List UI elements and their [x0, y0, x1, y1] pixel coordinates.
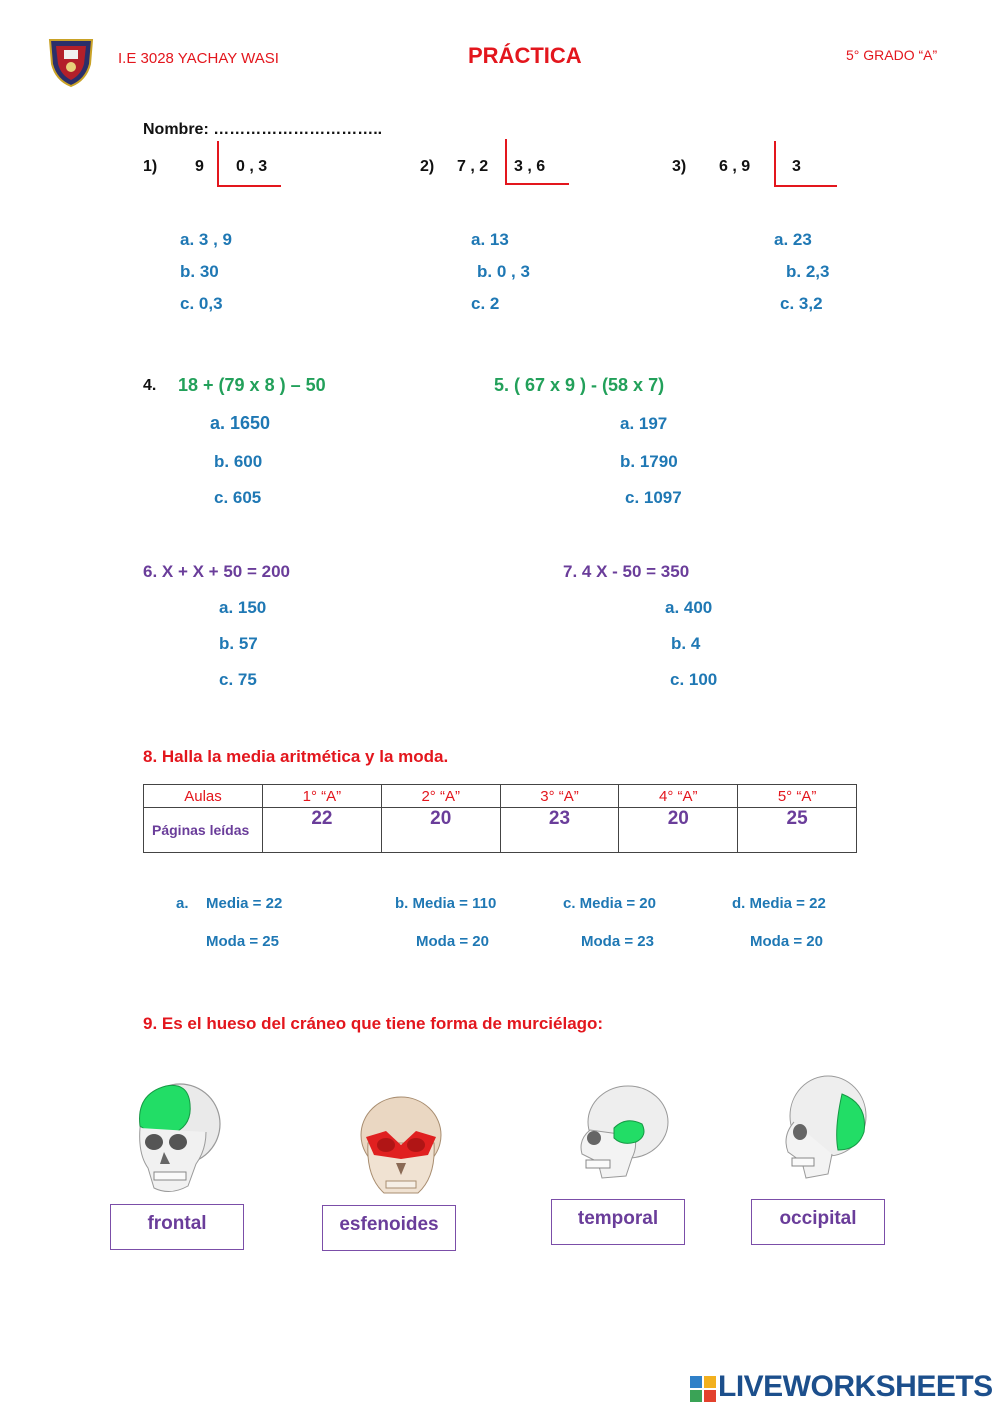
table-cell: 22	[263, 808, 382, 853]
answer-frontal-button[interactable]: frontal	[110, 1204, 244, 1250]
table-header-cell: 3° “A”	[500, 785, 619, 808]
skull-temporal-image	[568, 1080, 672, 1184]
q8-option-a-letter: a.	[176, 895, 189, 912]
table-row-label: Páginas leídas	[144, 808, 263, 853]
division-2-dividend: 7 , 2	[457, 158, 489, 175]
division-1-option-b[interactable]: b. 30	[180, 262, 219, 281]
q5-expression: 5. ( 67 x 9 ) - (58 x 7)	[494, 375, 665, 395]
skull-frontal-image	[126, 1080, 222, 1198]
q5-option-a[interactable]: a. 197	[620, 414, 668, 433]
q6-option-c[interactable]: c. 75	[219, 670, 257, 689]
table-header-cell: Aulas	[144, 785, 263, 808]
q4-option-c[interactable]: c. 605	[214, 488, 262, 507]
division-3-divisor: 3	[792, 158, 801, 175]
q8-option-c-media[interactable]: c. Media = 20	[563, 895, 656, 912]
division-3-bracket	[774, 141, 837, 187]
table-header-cell: 5° “A”	[738, 785, 857, 808]
q5-option-c[interactable]: c. 1097	[625, 488, 682, 507]
division-2-divisor: 3 , 6	[514, 158, 546, 175]
q8-option-b-moda[interactable]: Moda = 20	[416, 933, 489, 950]
name-field[interactable]: Nombre: …………………………..	[143, 121, 383, 138]
liveworksheets-logo-icon	[690, 1376, 716, 1402]
division-3-option-c[interactable]: c. 3,2	[780, 294, 823, 313]
school-crest-icon	[46, 34, 96, 88]
q8-option-d-moda[interactable]: Moda = 20	[750, 933, 823, 950]
division-2-option-a[interactable]: a. 13	[471, 230, 509, 249]
answer-esfenoides-button[interactable]: esfenoides	[322, 1205, 456, 1251]
division-3-dividend: 6 , 9	[719, 158, 751, 175]
table-header-row	[144, 785, 857, 808]
division-2-option-c[interactable]: c. 2	[471, 294, 500, 313]
division-1-dividend: 9	[195, 158, 204, 175]
q9-title: 9. Es el hueso del cráneo que tiene forma de murciélago:	[143, 1014, 604, 1033]
division-2-option-b[interactable]: b. 0 , 3	[477, 262, 530, 281]
grade-label: 5° GRADO “A”	[846, 47, 938, 63]
q8-option-a-media[interactable]: Media = 22	[206, 895, 283, 912]
q8-option-d-media[interactable]: d. Media = 22	[732, 895, 826, 912]
division-3-option-a[interactable]: a. 23	[774, 230, 812, 249]
table-cell: 25	[738, 808, 857, 853]
q8-option-b-media[interactable]: b. Media = 110	[395, 895, 497, 912]
reading-table	[143, 784, 857, 853]
q6-expression: 6. X + X + 50 = 200	[143, 562, 290, 581]
division-1-number: 1)	[143, 158, 158, 175]
answer-occipital-button[interactable]: occipital	[751, 1199, 885, 1245]
q8-title: 8. Halla la media aritmética y la moda.	[143, 747, 449, 766]
answer-temporal-button[interactable]: temporal	[551, 1199, 685, 1245]
q6-option-a[interactable]: a. 150	[219, 598, 267, 617]
division-3-option-b[interactable]: b. 2,3	[786, 262, 830, 281]
q4-option-a[interactable]: a. 1650	[210, 413, 271, 433]
footer-brand: LIVEWORKSHEETS	[718, 1370, 993, 1403]
q8-option-a-moda[interactable]: Moda = 25	[206, 933, 279, 950]
division-2-number: 2)	[420, 158, 435, 175]
q4-number: 4.	[143, 377, 157, 394]
division-1-divisor: 0 , 3	[236, 158, 268, 175]
q7-option-c[interactable]: c. 100	[670, 670, 718, 689]
page-title: PRÁCTICA	[468, 43, 582, 68]
q7-option-b[interactable]: b. 4	[671, 634, 701, 653]
table-cell: 23	[500, 808, 619, 853]
q4-expression: 18 + (79 x 8 ) – 50	[178, 375, 326, 395]
table-header-cell: 1° “A”	[263, 785, 382, 808]
division-3-number: 3)	[672, 158, 687, 175]
school-name: I.E 3028 YACHAY WASI	[118, 50, 279, 67]
table-header-cell: 4° “A”	[619, 785, 738, 808]
q7-expression: 7. 4 X - 50 = 350	[563, 562, 690, 581]
q5-option-b[interactable]: b. 1790	[620, 452, 678, 471]
q6-option-b[interactable]: b. 57	[219, 634, 258, 653]
skull-occipital-image	[776, 1070, 872, 1182]
q4-option-b[interactable]: b. 600	[214, 452, 263, 471]
table-cell: 20	[381, 808, 500, 853]
q7-option-a[interactable]: a. 400	[665, 598, 713, 617]
table-header-cell: 2° “A”	[381, 785, 500, 808]
skull-esfenoides-image	[356, 1093, 446, 1203]
division-1-option-a[interactable]: a. 3 , 9	[180, 230, 232, 249]
division-1-option-c[interactable]: c. 0,3	[180, 294, 223, 313]
table-cell: 20	[619, 808, 738, 853]
q8-option-c-moda[interactable]: Moda = 23	[581, 933, 654, 950]
table-row	[144, 808, 857, 853]
